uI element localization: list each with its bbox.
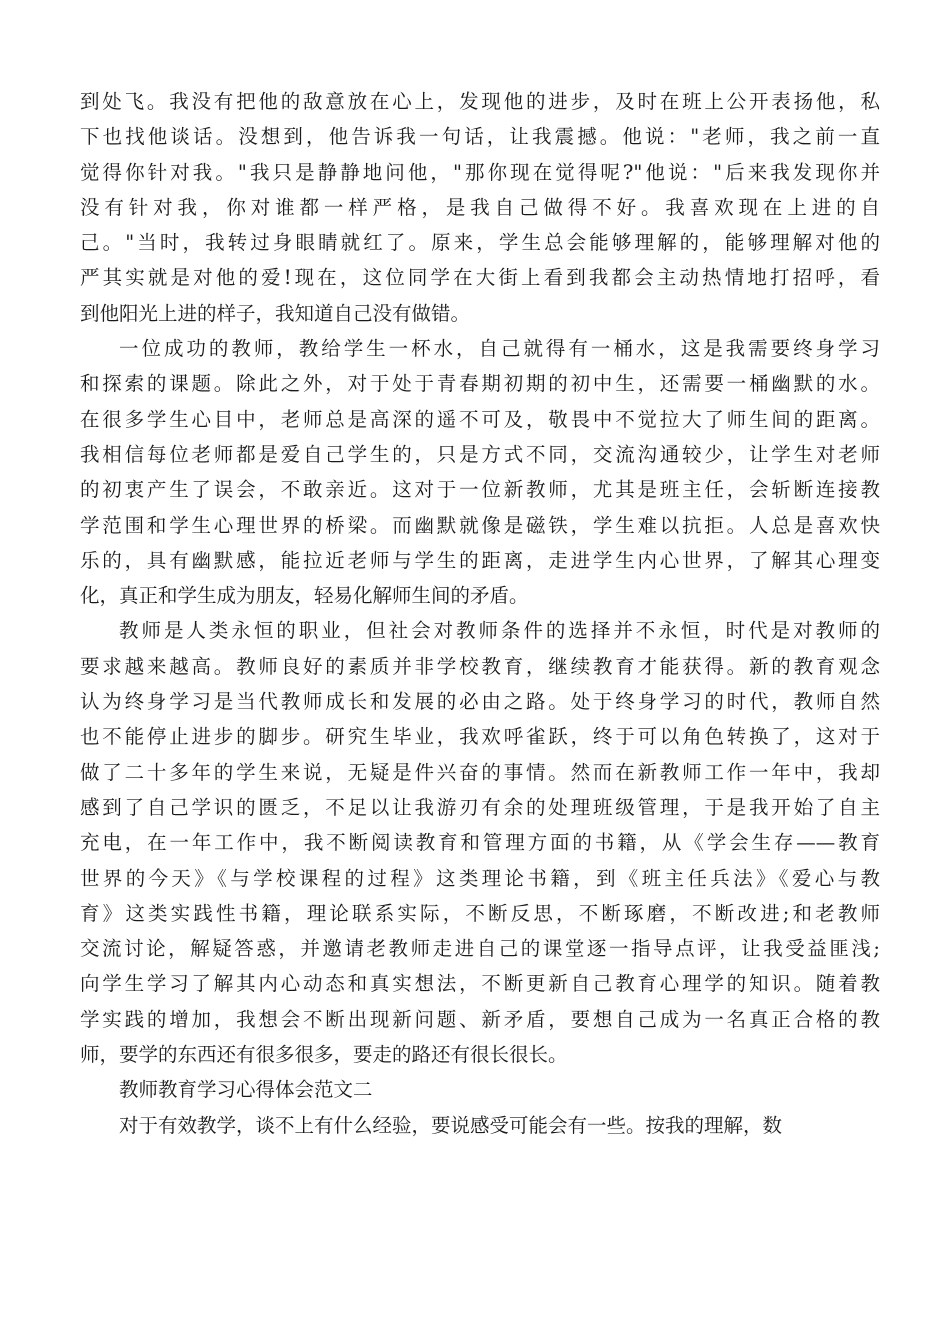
text-line: 做了二十多年的学生来说，无疑是件兴奋的事情。然而在新教师工作一年中，我却 [80,760,880,784]
text-line: 下也找他谈话。没想到，他告诉我一句话，让我震撼。他说："老师，我之前一直 [80,125,880,149]
text-line: 师，要学的东西还有很多很多，要走的路还有很长很长。 [80,1043,568,1067]
text-line: 严其实就是对他的爱!现在，这位同学在大街上看到我都会主动热情地打招呼，看 [80,266,880,290]
text-line: 己。"当时，我转过身眼睛就红了。原来，学生总会能够理解的，能够理解对他的 [80,231,880,255]
text-line: 认为终身学习是当代教师成长和发展的必由之路。处于终身学习的时代，教师自然 [80,690,880,714]
text-line: 我相信每位老师都是爱自己学生的，只是方式不同，交流沟通较少，让学生对老师 [80,442,880,466]
text-line: 世界的今天》《与学校课程的过程》这类理论书籍，到《班主任兵法》《爱心与教 [80,866,880,890]
text-line: 的初衷产生了误会，不敢亲近。这对于一位新教师，尤其是班主任，会斩断连接教 [80,478,880,502]
text-line: 化，真正和学生成为朋友，轻易化解师生间的矛盾。 [80,584,529,608]
text-line: 交流讨论，解疑答惑，并邀请老教师走进自己的课堂逐一指导点评，让我受益匪浅; [80,937,880,961]
text-line: 和探索的课题。除此之外，对于处于青春期初期的初中生，还需要一桶幽默的水。 [80,372,880,396]
text-line: 也不能停止进步的脚步。研究生毕业，我欢呼雀跃，终于可以角色转换了，这对于 [80,725,880,749]
document-body [80,84,880,1143]
text-line: 觉得你针对我。"我只是静静地问他，"那你现在觉得呢?"他说："后来我发现你并 [80,160,880,184]
text-line: 学实践的增加，我想会不断出现新问题、新矛盾，要想自己成为一名真正合格的教 [80,1007,880,1031]
paragraph-2 [80,331,880,613]
text-line: 教师教育学习心得体会范文二 [119,1078,373,1102]
text-line: 到处飞。我没有把他的敌意放在心上，发现他的进步，及时在班上公开表扬他，私 [80,90,880,113]
text-line: 没有针对我，你对谁都一样严格，是我自己做得不好。我喜欢现在上进的自 [80,195,880,219]
text-line: 在很多学生心目中，老师总是高深的遥不可及，敬畏中不觉拉大了师生间的距离。 [80,407,880,431]
text-line: 学范围和学生心理世界的桥梁。而幽默就像是磁铁，学生难以抗拒。人总是喜欢快 [80,513,880,537]
text-line: 向学生学习了解其内心动态和真实想法，不断更新自己教育心理学的知识。随着教 [80,972,880,996]
text-line: 充电，在一年工作中，我不断阅读教育和管理方面的书籍，从《学会生存——教育 [80,831,880,855]
text-line: 要求越来越高。教师良好的素质并非学校教育，继续教育才能获得。新的教育观念 [80,654,880,678]
paragraph-4 [80,1072,880,1107]
text-line: 教师是人类永恒的职业，但社会对教师条件的选择并不永恒，时代是对教师的 [119,619,880,643]
text-line: 育》这类实践性书籍，理论联系实际，不断反思，不断琢磨，不断改进;和老教师 [80,901,880,925]
text-line: 感到了自己学识的匮乏，不足以让我游刃有余的处理班级管理，于是我开始了自主 [80,795,880,819]
text-line: 一位成功的教师，教给学生一杯水，自己就得有一桶水，这是我需要终身学习 [119,337,880,361]
text-line: 乐的，具有幽默感，能拉近老师与学生的距离，走进学生内心世界，了解其心理变 [80,548,880,572]
paragraph-5 [80,1108,880,1143]
paragraph-3 [80,613,880,1072]
text-line: 对于有效教学，谈不上有什么经验，要说感受可能会有一些。按我的理解，数 [119,1113,783,1137]
paragraph-1 [80,84,880,331]
text-line: 到他阳光上进的样子，我知道自己没有做错。 [80,301,471,325]
